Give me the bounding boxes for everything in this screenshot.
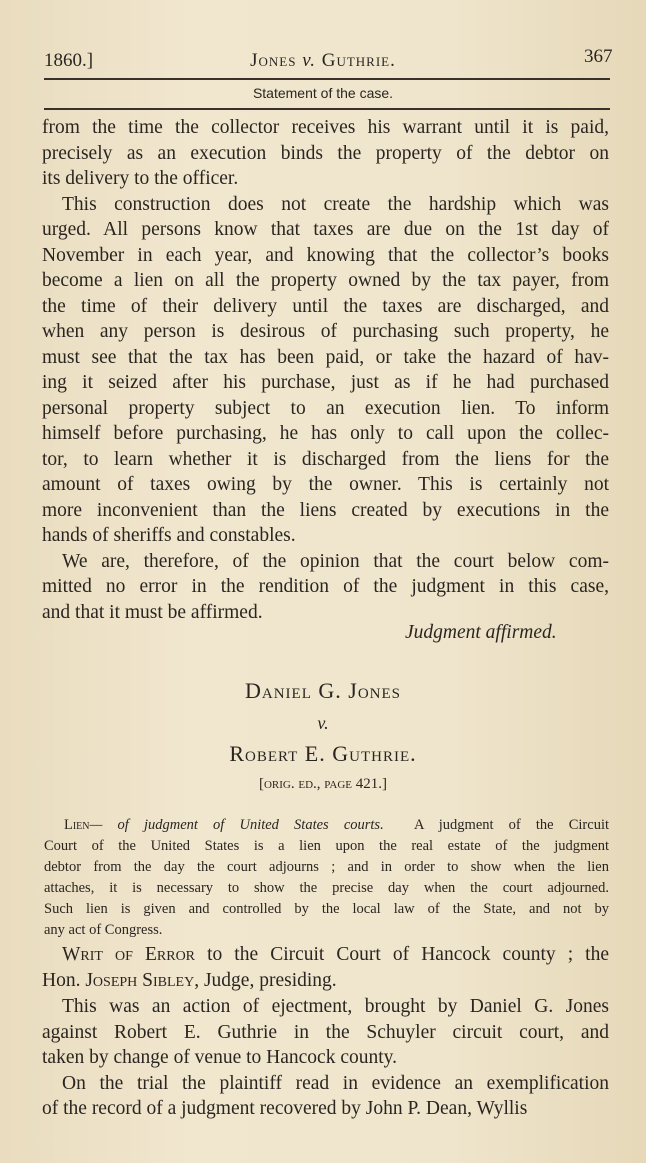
writ-of-error: Writ of Error	[62, 944, 196, 965]
case-plaintiff: Daniel G. Jones	[245, 678, 401, 703]
text-line: We are, therefore, of the opinion that the court below com-	[62, 550, 609, 572]
judge-line	[42, 969, 609, 993]
text-line: the time of their delivery until the taxes are discharged, and	[42, 295, 609, 317]
subtitle-rule	[44, 108, 610, 110]
text-line: become a lien on all the property owned by the tax payer, from	[42, 270, 609, 291]
original-edition-ref: [orig. ed., page 421.]	[258, 776, 387, 792]
headnote-line: debtor from the day the court adjourns ; and in order to show when the lien	[44, 859, 609, 875]
text-line: against Robert E. Guthrie in the Schuyler circuit court, and	[42, 1021, 609, 1043]
text-line: when any person is desirous of purchasing such property, he	[42, 321, 609, 342]
header-rule	[44, 78, 610, 80]
writ-text: to the Circuit Court of Hancock county ; the	[195, 944, 609, 965]
case-left: Jones	[250, 50, 297, 71]
text-line: mitted no error in the rendition of the judgment in this case,	[42, 576, 609, 597]
text-line: and that it must be affirmed.	[42, 601, 263, 623]
hon: Hon.	[42, 970, 86, 991]
headnote-line: any act of Congress.	[44, 922, 163, 938]
presiding: , Judge, presiding.	[194, 970, 337, 991]
headnote-line: Such lien is given and controlled by the local law of the State, and not by	[44, 901, 609, 917]
text-line: more inconvenient than the liens created by executions in the	[42, 499, 609, 521]
text-line: This construction does not create the hardship which was	[62, 193, 609, 215]
headnote-line: Court of the United States is a lien upon the real estate of the judgment	[44, 838, 609, 854]
page-number: 367	[584, 46, 613, 67]
text-line: November in each year, and knowing that the collector’s books	[42, 244, 609, 266]
text-line: tor, to learn whether it is discharged from the liens for the	[42, 448, 609, 470]
judge-name: Joseph Sibley	[85, 970, 195, 991]
headnote-line	[44, 815, 609, 835]
running-head-year: 1860.]	[44, 50, 94, 71]
section-subtitle: Statement of the case.	[252, 85, 394, 101]
text-line: from the time the collector receives his warrant until it is paid,	[42, 117, 609, 138]
text-line: urged. All persons know that taxes are due on the 1st day of	[42, 219, 609, 240]
case-versus: v.	[317, 713, 329, 733]
writ-of-error-line	[42, 943, 609, 967]
text-line: precisely as an execution binds the property of the debtor on	[42, 142, 609, 164]
headnote-topic: Lien	[64, 817, 90, 833]
text-line: must see that the tax has been paid, or take the hazard of hav-	[42, 346, 609, 368]
text-line: hands of sheriffs and constables.	[42, 525, 296, 546]
judgment-affirmed: Judgment affirmed.	[405, 622, 557, 643]
text-line: amount of taxes owing by the owner. This is certainly not	[42, 474, 609, 495]
text-line: of the record of a judgment recovered by John P. Dean, Wyllis	[42, 1098, 528, 1120]
case-right: Guthrie.	[321, 50, 396, 71]
running-head-case	[0, 50, 646, 72]
case-defendant: Robert E. Guthrie.	[229, 741, 417, 766]
text-line: ing it seized after his purchase, just as if he had purchased	[42, 372, 609, 393]
text-line: This was an action of ejectment, brought by Daniel G. Jones	[62, 996, 609, 1017]
text-line: himself before purchasing, he has only to call upon the collec-	[42, 423, 609, 444]
case-v: v.	[302, 50, 316, 71]
text-line: On the trial the plaintiff read in evidence an exemplification	[62, 1072, 609, 1094]
headnote-subtopic: — of judgment of United States courts.	[89, 817, 384, 833]
headnote-text: A judgment of the Circuit	[413, 817, 609, 833]
headnote-line: attaches, it is necessary to show the precise day when the court adjourned.	[44, 880, 609, 896]
text-line: its delivery to the officer.	[42, 168, 239, 189]
text-line: personal property subject to an execution lien. To inform	[42, 397, 609, 419]
text-line: taken by change of venue to Hancock county.	[42, 1047, 398, 1069]
